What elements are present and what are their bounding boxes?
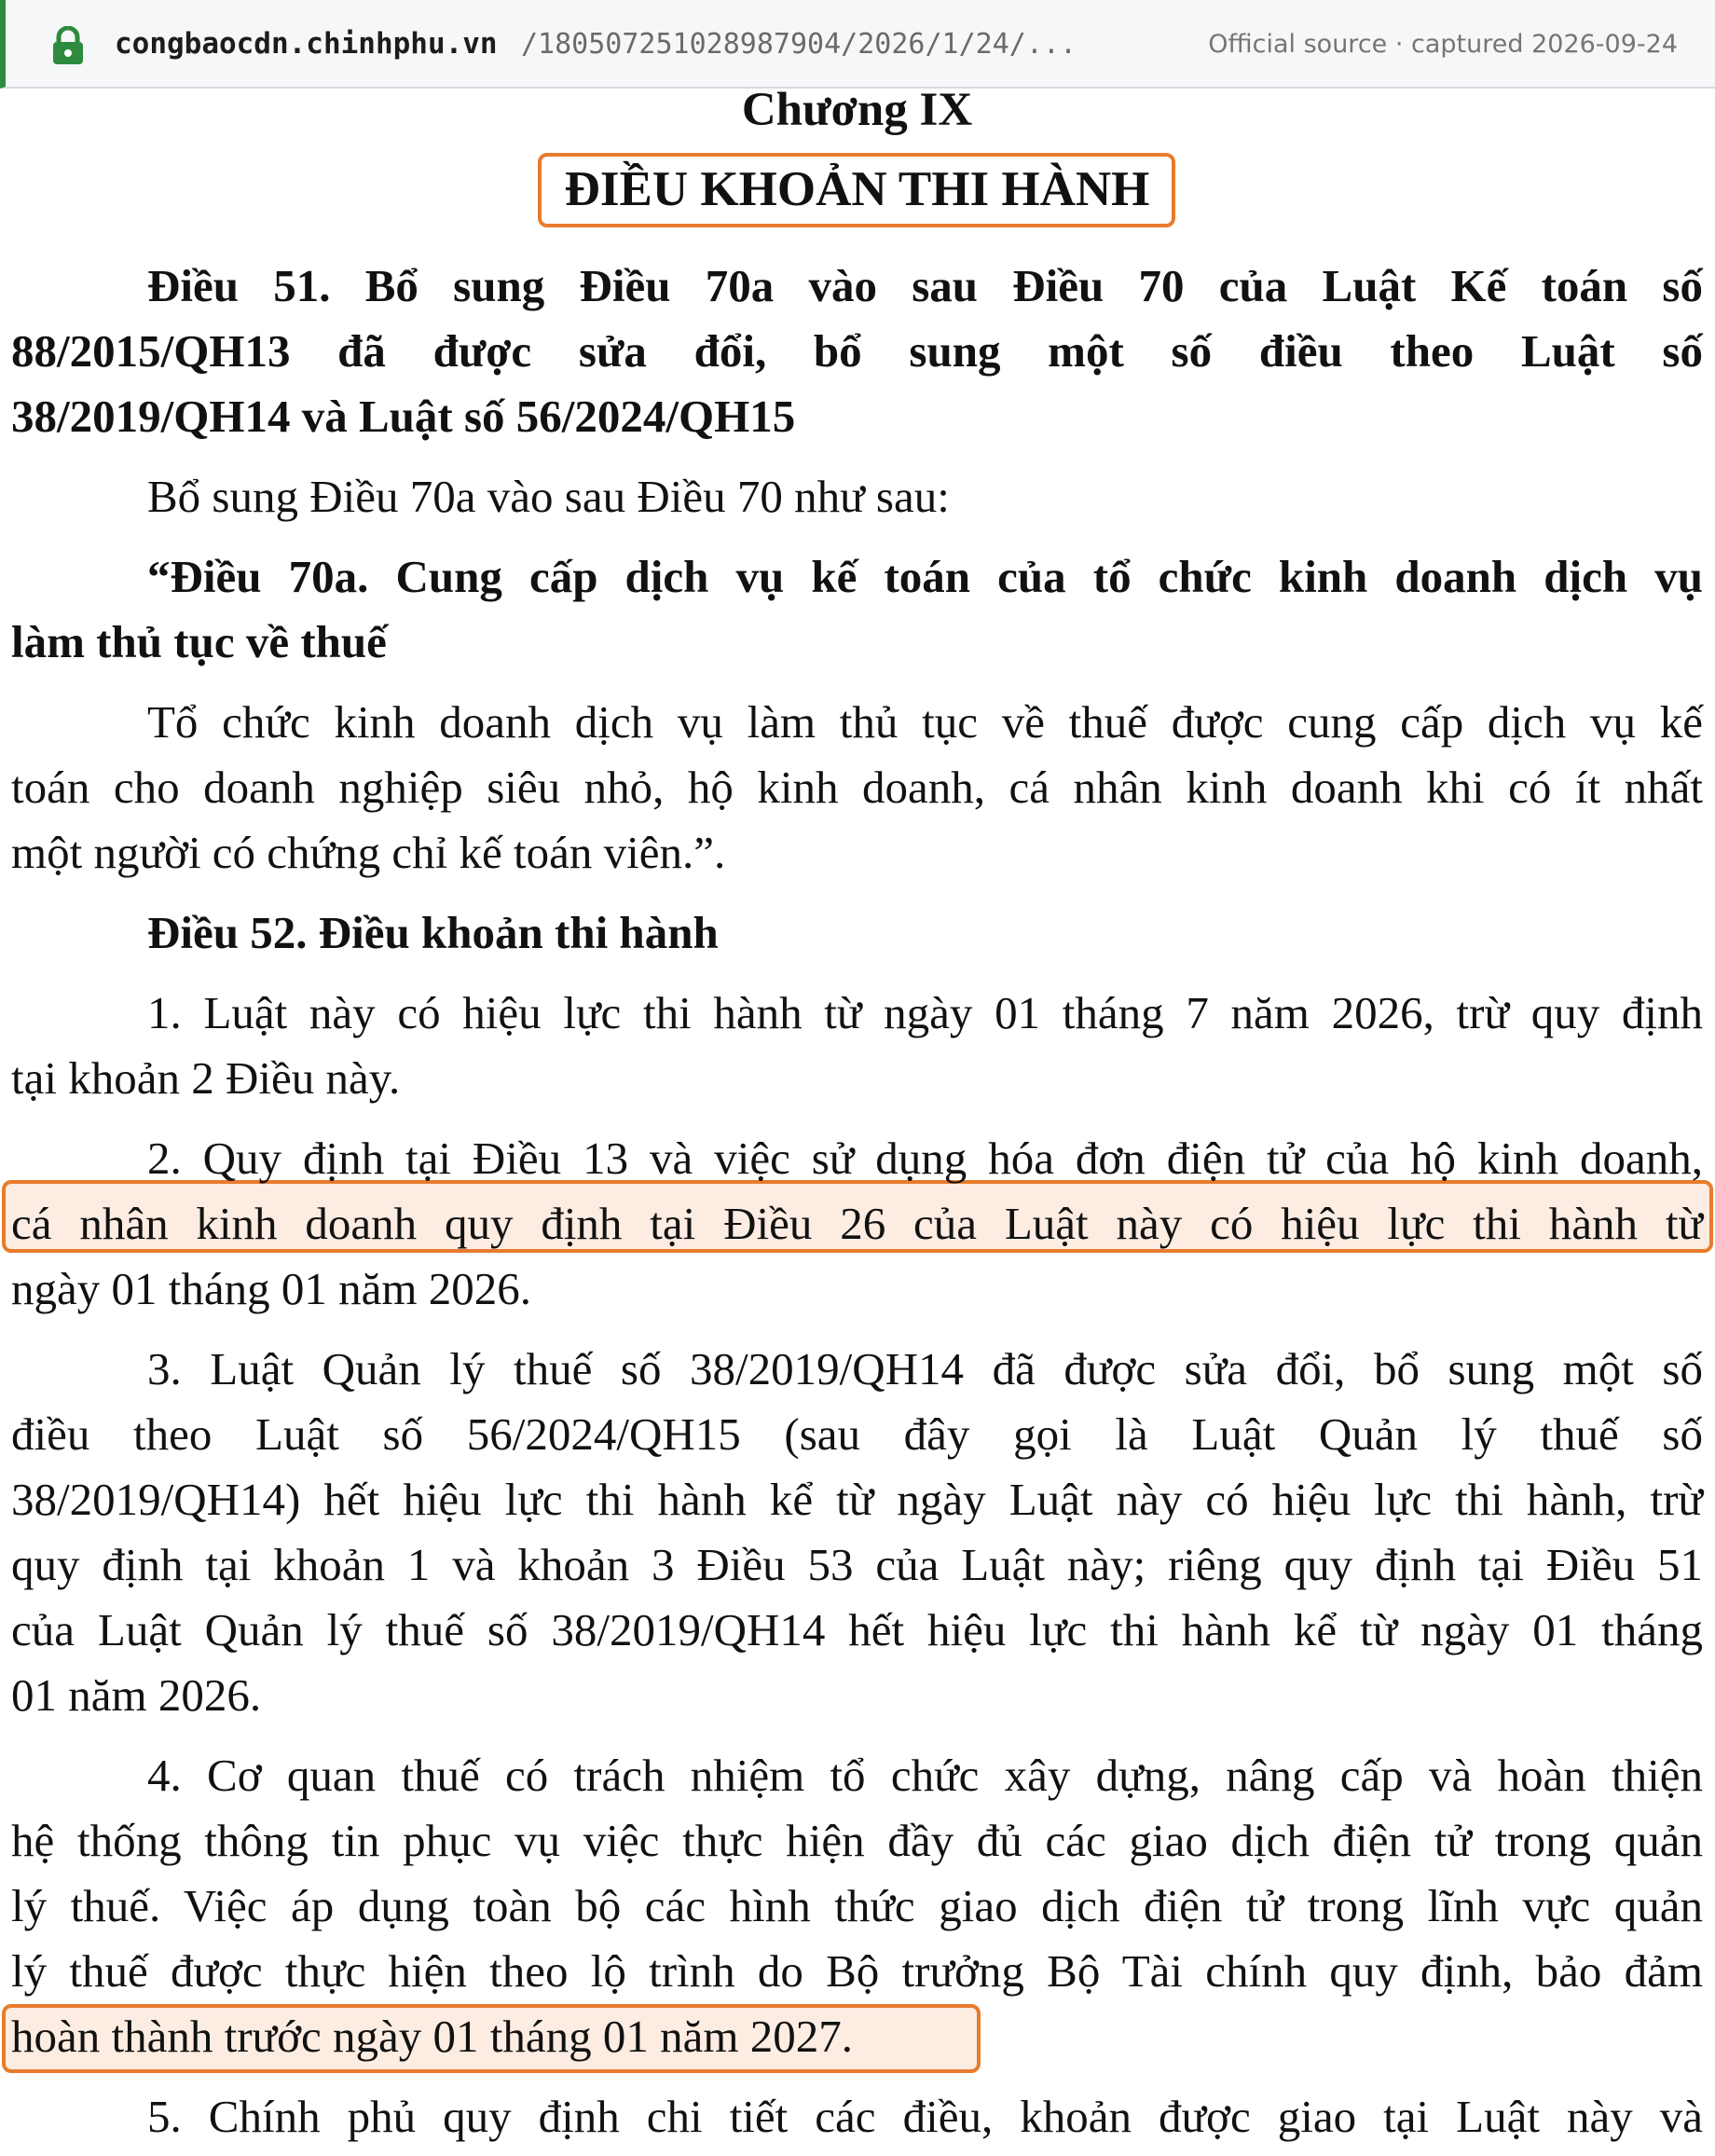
chapter-heading: Chương IX bbox=[741, 84, 973, 136]
clause-3-line: 01 năm 2026. bbox=[11, 1669, 262, 1721]
lock-icon bbox=[50, 26, 86, 65]
article-51-title-line: Điều 51. Bổ sung Điều 70a vào sau Điều 70 của Luật Kế toán số bbox=[147, 260, 1703, 311]
browser-address-bar bbox=[0, 0, 1715, 89]
article-51-intro: Bổ sung Điều 70a vào sau Điều 70 như sau: bbox=[147, 471, 950, 522]
clause-4-line: 4. Cơ quan thuế có trách nhiệm tổ chức xây dựng, nâng cấp và hoàn thiện bbox=[147, 1750, 1703, 1801]
clause-4-line: hệ thống thông tin phục vụ việc thực hiện đầy đủ các giao dịch điện tử trong quản bbox=[11, 1815, 1703, 1866]
article-51-title-line: 38/2019/QH14 và Luật số 56/2024/QH15 bbox=[11, 391, 796, 442]
clause-3-line: 3. Luật Quản lý thuế số 38/2019/QH14 đã được sửa đổi, bổ sung một số bbox=[147, 1343, 1703, 1394]
clause-1-line: tại khoản 2 Điều này. bbox=[11, 1052, 401, 1104]
article-70a-body-line: Tổ chức kinh doanh dịch vụ làm thủ tục về thuế được cung cấp dịch vụ kế bbox=[147, 696, 1703, 748]
url-domain[interactable]: congbaocdn.chinhphu.vn bbox=[115, 27, 498, 61]
article-70a-body-line: toán cho doanh nghiệp siêu nhỏ, hộ kinh doanh, cá nhân kinh doanh khi có ít nhất bbox=[11, 762, 1703, 813]
article-52-title: Điều 52. Điều khoản thi hành bbox=[147, 907, 719, 958]
clause-4-line: lý thuế. Việc áp dụng toàn bộ các hình thức giao dịch điện tử trong lĩnh vực quản bbox=[11, 1880, 1703, 1931]
article-70a-title-line: làm thủ tục về thuế bbox=[11, 616, 387, 667]
url-path[interactable]: /180507251028987904/2026/1/24/... bbox=[521, 28, 1077, 61]
clause-5-line: 5. Chính phủ quy định chi tiết các điều, khoản được giao tại Luật này và bbox=[147, 2091, 1703, 2142]
clause-2-line: 2. Quy định tại Điều 13 và việc sử dụng hóa đơn điện tử của hộ kinh doanh, bbox=[147, 1133, 1703, 1184]
article-70a-title-line: “Điều 70a. Cung cấp dịch vụ kế toán của tổ chức kinh doanh dịch vụ bbox=[147, 551, 1703, 602]
clause-2-line: ngày 01 tháng 01 năm 2026. bbox=[11, 1263, 531, 1314]
clause-1-line: 1. Luật này có hiệu lực thi hành từ ngày 01 tháng 7 năm 2026, trừ quy định bbox=[147, 987, 1703, 1038]
clause-3-line: 38/2019/QH14) hết hiệu lực thi hành kể từ ngày Luật này có hiệu lực thi hành, trừ bbox=[11, 1474, 1703, 1525]
source-note: Official source · captured 2026-09-24 bbox=[1208, 30, 1678, 59]
clause-3-line: điều theo Luật số 56/2024/QH15 (sau đây gọi là Luật Quản lý thuế số bbox=[11, 1408, 1703, 1460]
clause-3-line: của Luật Quản lý thuế số 38/2019/QH14 hết hiệu lực thi hành kể từ ngày 01 tháng bbox=[11, 1604, 1703, 1655]
clause-4-line: lý thuế được thực hiện theo lộ trình do Bộ trưởng Bộ Tài chính quy định, bảo đảm bbox=[11, 1945, 1703, 1997]
clause-2-line: cá nhân kinh doanh quy định tại Điều 26 của Luật này có hiệu lực thi hành từ bbox=[11, 1198, 1703, 1249]
article-51-title-line: 88/2015/QH13 đã được sửa đổi, bổ sung một số điều theo Luật số bbox=[11, 325, 1703, 377]
article-70a-body-line: một người có chứng chỉ kế toán viên.”. bbox=[11, 827, 726, 878]
clause-4-line: hoàn thành trước ngày 01 tháng 01 năm 2027. bbox=[11, 2011, 853, 2062]
clause-3-line: quy định tại khoản 1 và khoản 3 Điều 53 của Luật này; riêng quy định tại Điều 51 bbox=[11, 1539, 1703, 1590]
chapter-title: ĐIỀU KHOẢN THI HÀNH bbox=[564, 162, 1150, 216]
